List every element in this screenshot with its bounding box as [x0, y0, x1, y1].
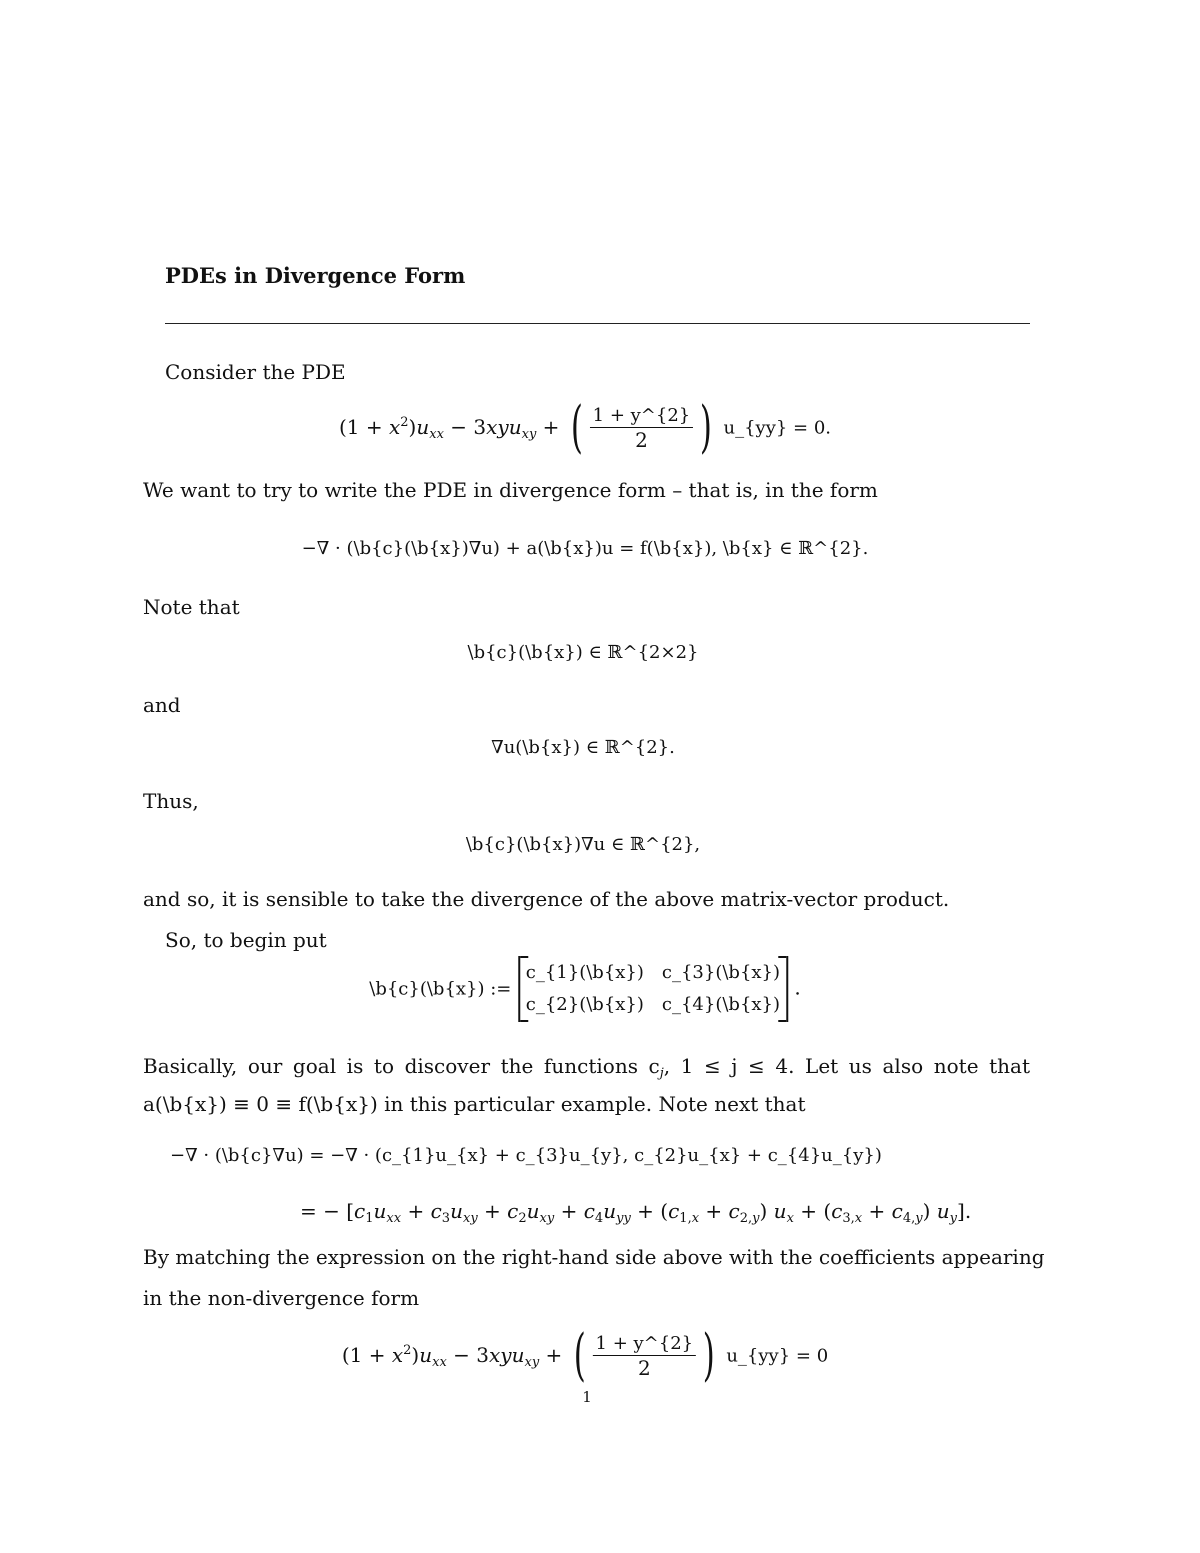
math: u_{yy} = 0. — [723, 417, 832, 439]
subscript: x — [786, 1210, 794, 1226]
subscript: 1 — [365, 1210, 374, 1226]
paragraph: By matching the expression on the right-hand side above with the coefficients appearing — [143, 1245, 1045, 1269]
subscript: j — [659, 1065, 664, 1081]
paragraph: and — [143, 693, 181, 717]
equation-expand-1: −∇ · (\b{c}∇u) = −∇ · (c_{1}u_{x} + c_{3}u_{y}, c_{2}u_{x} + c_{4}u_{y}) — [170, 1145, 882, 1166]
matrix-entry: c_{2}(\b{x}) — [525, 994, 644, 1015]
page-number: 1 — [582, 1388, 592, 1406]
equation-product-space: \b{c}(\b{x})∇u ∈ ℝ^{2}, — [465, 834, 701, 855]
subscript: y — [949, 1210, 958, 1226]
paragraph: We want to try to write the PDE in divergence form – that is, in the form — [143, 478, 878, 502]
math: $(1 + x^2)u_{xx} - 3xyu_{xy}$ + — [341, 1342, 563, 1370]
fraction-numerator: 1 + y^{2} — [590, 407, 694, 428]
matrix-entry: c_{1}(\b{x}) — [525, 962, 644, 983]
subscript: xx — [429, 426, 444, 442]
paragraph: in the non-divergence form — [143, 1286, 420, 1310]
fraction-numerator: 1 + y^{2} — [593, 1335, 697, 1356]
supscript: 2 — [400, 414, 409, 430]
math: \b{c}(\b{x}) := — [369, 978, 512, 1000]
subscript: xy — [521, 426, 537, 442]
paragraph: a(\b{x}) ≡ 0 ≡ f(\b{x}) in this particular example. Note next that — [143, 1092, 806, 1116]
supscript: 2 — [403, 1342, 412, 1358]
equation-divergence-form: −∇ · (\b{c}(\b{x})∇u) + a(\b{x})u = f(\b{x}), \b{x} ∈ ℝ^{2}. — [301, 538, 869, 559]
equation-pde-repeat — [341, 1323, 829, 1388]
paragraph: So, to begin put — [165, 928, 327, 952]
equation-grad-space: ∇u(\b{x}) ∈ ℝ^{2}. — [491, 737, 675, 758]
subscript: xy — [462, 1210, 478, 1226]
subscript: 4 — [594, 1210, 604, 1226]
section-title: PDEs in Divergence Form — [165, 263, 466, 288]
subscript: 3,x — [842, 1210, 863, 1226]
subscript: yy — [616, 1210, 631, 1226]
subscript: xy — [539, 1210, 555, 1226]
left-paren: ( — [573, 1323, 586, 1388]
right-paren: ) — [700, 395, 713, 460]
subscript: 3 — [441, 1210, 451, 1226]
fraction-denominator: 2 — [635, 427, 648, 452]
fraction-denominator: 2 — [637, 1355, 651, 1380]
paragraph: Basically, our goal is to discover the functions $c_j$, 1 ≤ j ≤ 4. Let us also note that — [143, 1054, 1031, 1081]
paragraph: Thus, — [143, 789, 199, 813]
paragraph: and so, it is sensible to take the divergence of the above matrix-vector product. — [143, 887, 950, 911]
paragraph: Note that — [143, 595, 240, 619]
coefficient-matrix — [518, 956, 788, 1022]
title-rule — [165, 323, 1030, 324]
equation-pde — [338, 395, 832, 460]
math: $(1 + x^2)u_{xx} - 3xyu_{xy}$ + — [338, 414, 560, 442]
matrix-entry: c_{4}(\b{x}) — [661, 994, 781, 1015]
right-paren: ) — [703, 1323, 716, 1388]
subscript: xx — [432, 1354, 447, 1370]
math: u_{yy} = 0 — [726, 1345, 829, 1367]
paragraph: Consider the PDE — [165, 360, 346, 384]
equation-c-definition — [369, 956, 800, 1022]
equation-c-space: \b{c}(\b{x}) ∈ ℝ^{2×2} — [467, 642, 699, 663]
matrix-entry: c_{3}(\b{x}) — [661, 962, 781, 983]
subscript: 2,y — [739, 1210, 760, 1226]
left-paren: ( — [570, 395, 583, 460]
subscript: xx — [386, 1210, 402, 1226]
subscript: 1,x — [679, 1210, 700, 1226]
subscript: 2 — [518, 1210, 527, 1226]
math: . — [794, 975, 801, 1000]
subscript: 4,y — [902, 1210, 923, 1226]
equation-expand-2: = − [$c_1u_{xx} + c_3u_{xy} + c_2u_{xy} + c_4u_{yy} + (c_{1,x} + c_{2,y}) u_x + (c_{3,x} + c_{4,y})$ $u_y$]. — [300, 1199, 972, 1226]
subscript: xy — [524, 1354, 540, 1370]
